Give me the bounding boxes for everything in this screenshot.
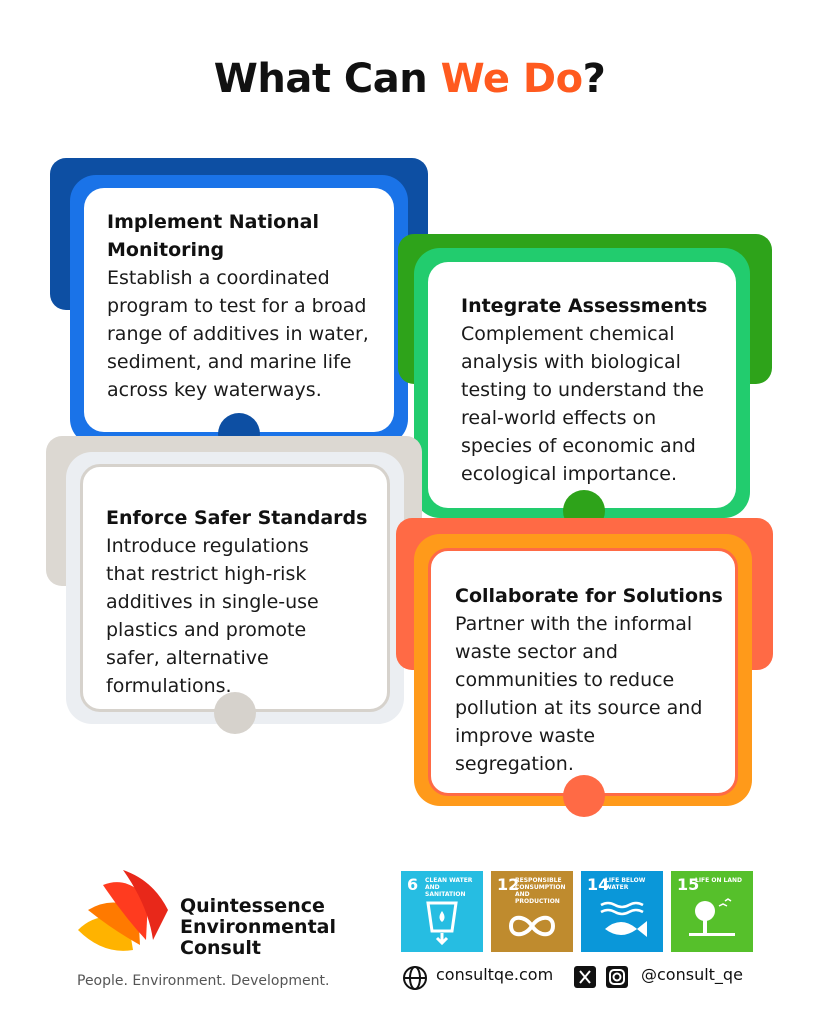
page-title: What Can We Do? (213, 56, 606, 102)
card-heading: Integrate Assessments (461, 295, 708, 317)
water-drop-icon (401, 871, 483, 952)
x-icon[interactable] (574, 966, 596, 988)
card-heading: Collaborate for Solutions (455, 585, 723, 607)
infinity-icon (491, 871, 573, 952)
sdg-tile-14: 14 LIFE BELOW WATER (581, 871, 663, 952)
card-heading: Implement National Monitoring (107, 211, 320, 261)
brand-name: Quintessence Environmental Consult (180, 895, 336, 959)
card-body: Complement chemical analysis with biological testing to understand the real-world effects on species of economic and ecological importance. (461, 323, 704, 485)
globe-icon (402, 965, 428, 995)
website-link[interactable]: consultqe.com (436, 965, 554, 984)
card-heading: Enforce Safer Standards (106, 507, 368, 529)
fish-icon (581, 871, 663, 952)
tree-icon (671, 871, 753, 952)
connector-dot (563, 775, 605, 817)
sdg-tile-15: 15 LIFE ON LAND (671, 871, 753, 952)
social-handle[interactable]: @consult_qe (641, 965, 743, 984)
sdg-tile-12: 12 RESPONSIBLE CONSUMPTION AND PRODUCTION (491, 871, 573, 952)
sdg-tile-6: 6 CLEAN WATER AND SANITATION (401, 871, 483, 952)
company-logo-icon (78, 870, 173, 959)
card-body: Introduce regulations that restrict high-risk additives in single-use plastics and promote safer, alternative formulations. (106, 535, 319, 697)
card-body: Partner with the informal waste sector and communities to reduce pollution at its source and improve waste segregation. (455, 613, 703, 775)
instagram-icon[interactable] (606, 966, 628, 988)
card-body: Establish a coordinated program to test for a broad range of additives in water, sediment, and marine life across key waterways. (107, 267, 369, 401)
brand-tagline: People. Environment. Development. (77, 973, 330, 989)
